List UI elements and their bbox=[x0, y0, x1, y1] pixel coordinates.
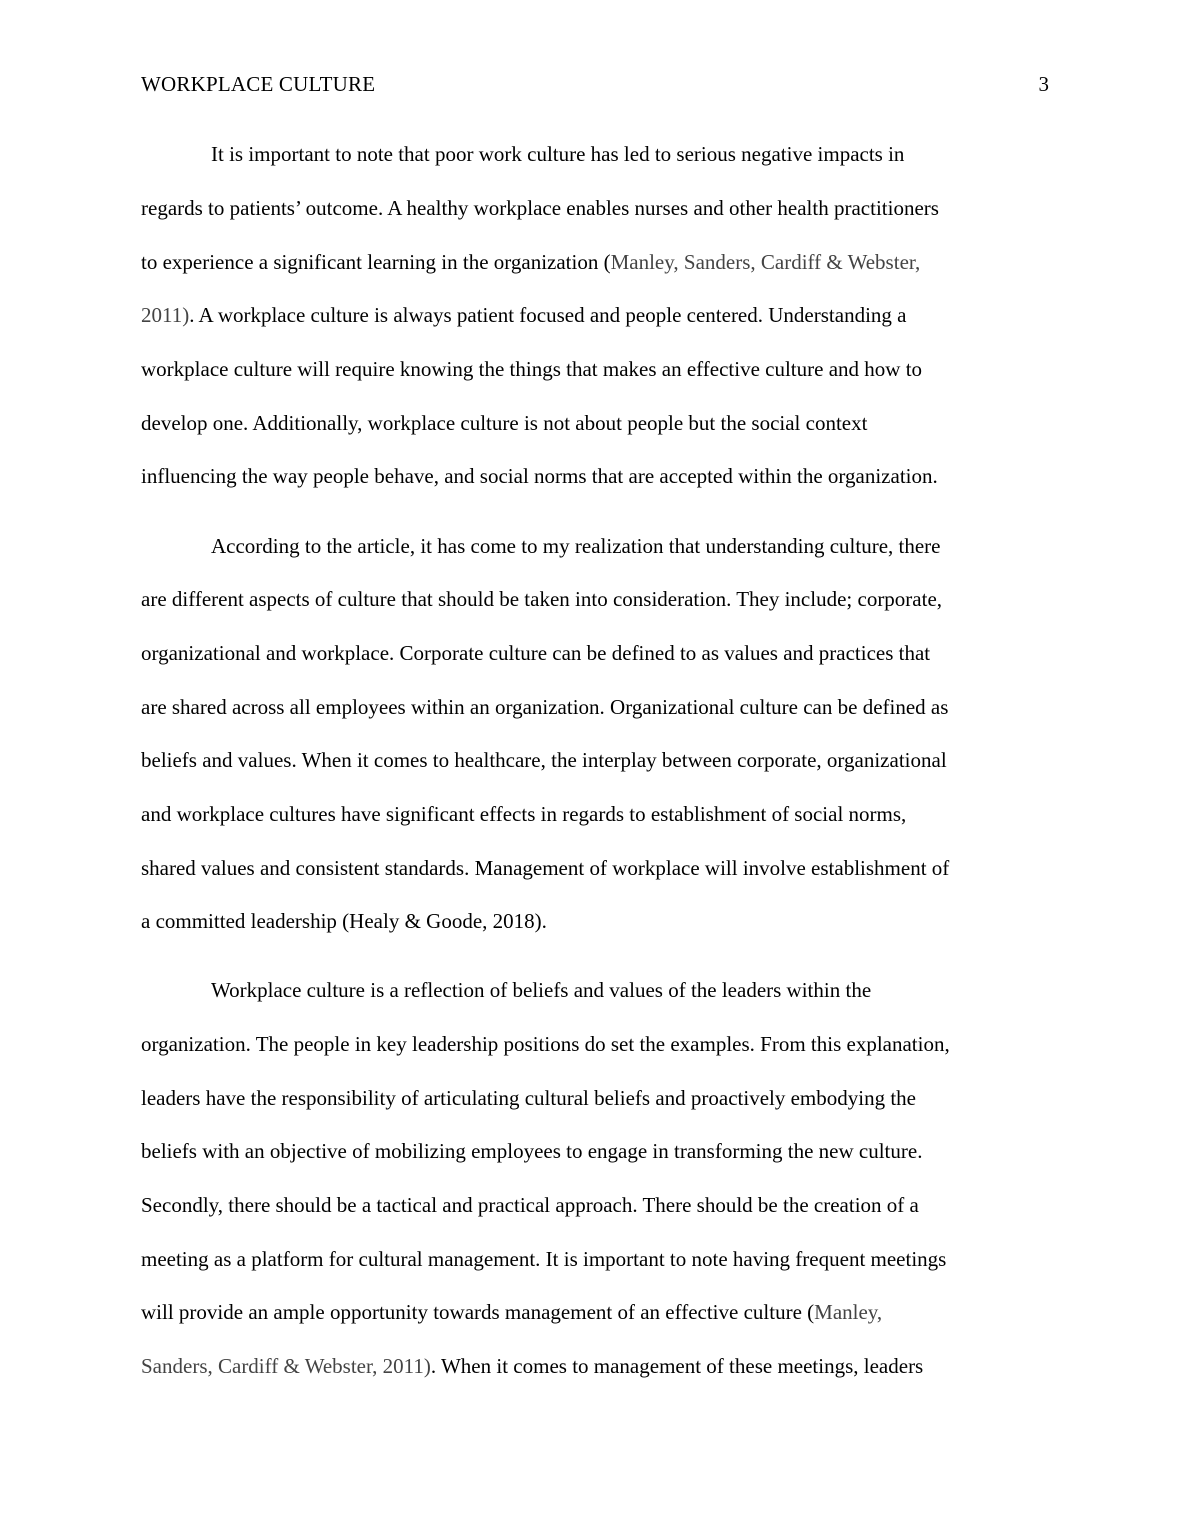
text-line: meeting as a platform for cultural management. It is important to note having frequent meetings bbox=[141, 1247, 947, 1271]
text-line bbox=[141, 248, 920, 276]
text-line: Secondly, there should be a tactical and practical approach. There should be the creation of a bbox=[141, 1193, 919, 1217]
text-line: beliefs with an objective of mobilizing employees to engage in transforming the new culture. bbox=[141, 1139, 923, 1163]
text-line: influencing the way people behave, and social norms that are accepted within the organization. bbox=[141, 464, 938, 488]
text-line: organizational and workplace. Corporate culture can be defined to as values and practices that bbox=[141, 641, 931, 665]
text-line: workplace culture will require knowing the things that makes an effective culture and how to bbox=[141, 357, 923, 381]
text-segment: will provide an ample opportunity towards management of an effective culture ( bbox=[141, 1300, 815, 1324]
text-line bbox=[141, 301, 906, 329]
text-segment: . When it comes to management of these meetings, leaders bbox=[430, 1354, 924, 1378]
text-line: develop one. Additionally, workplace culture is not about people but the social context bbox=[141, 411, 868, 435]
citation: Sanders, Cardiff & Webster, 2011) bbox=[141, 1354, 431, 1378]
text-line: a committed leadership (Healy & Goode, 2018). bbox=[141, 909, 547, 933]
text-line bbox=[141, 1352, 923, 1380]
text-line: are shared across all employees within an organization. Organizational culture can be defined as bbox=[141, 695, 949, 719]
text-line: According to the article, it has come to my realization that understanding culture, there bbox=[211, 534, 941, 558]
text-segment: . A workplace culture is always patient focused and people centered. Understanding a bbox=[189, 303, 907, 327]
text-line: are different aspects of culture that should be taken into consideration. They include; corporate, bbox=[141, 587, 943, 611]
text-line: regards to patients’ outcome. A healthy workplace enables nurses and other health practitioners bbox=[141, 196, 939, 220]
citation: Manley, bbox=[814, 1300, 883, 1324]
text-line: leaders have the responsibility of articulating cultural beliefs and proactively embodying the bbox=[141, 1086, 917, 1110]
running-head: WORKPLACE CULTURE bbox=[141, 72, 376, 96]
text-line: beliefs and values. When it comes to healthcare, the interplay between corporate, organizational bbox=[141, 748, 947, 772]
text-line: organization. The people in key leadership positions do set the examples. From this explanation, bbox=[141, 1032, 950, 1056]
text-line: Workplace culture is a reflection of beliefs and values of the leaders within the bbox=[211, 978, 872, 1002]
text-line: and workplace cultures have significant effects in regards to establishment of social norms, bbox=[141, 802, 907, 826]
citation: Manley, Sanders, Cardiff & Webster, bbox=[610, 250, 921, 274]
text-segment: to experience a significant learning in the organization ( bbox=[141, 250, 611, 274]
text-line: shared values and consistent standards. Management of workplace will involve establishment of bbox=[141, 856, 950, 880]
citation: 2011) bbox=[141, 303, 190, 327]
page-number: 3 bbox=[1038, 72, 1049, 96]
text-line: It is important to note that poor work culture has led to serious negative impacts in bbox=[211, 142, 905, 166]
text-line bbox=[141, 1298, 882, 1326]
